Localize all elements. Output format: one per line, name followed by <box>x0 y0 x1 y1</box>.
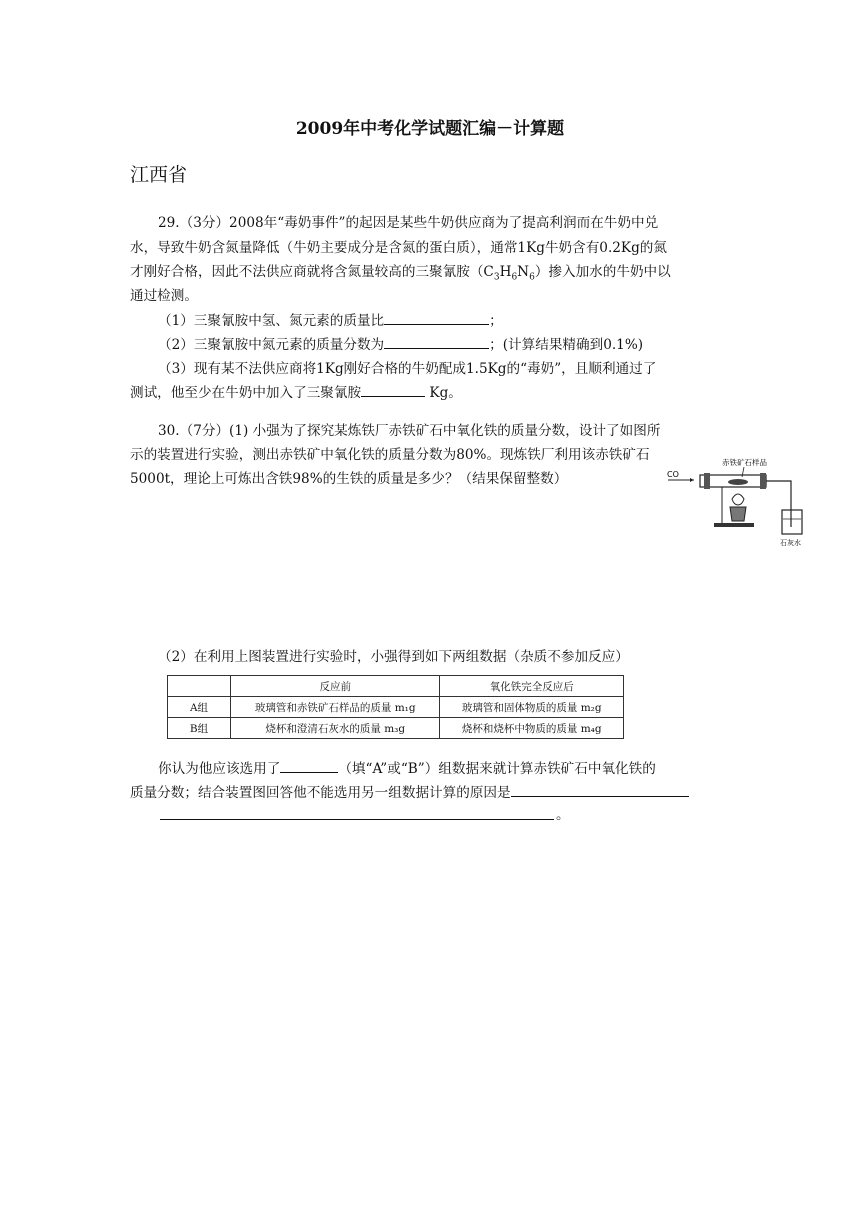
table-cell: 烧杯和烧杯中物质的质量 m₄g <box>440 718 624 739</box>
flame-icon <box>732 494 744 505</box>
q29-intro-line-1: 29.（3分）2008年“毒奶事件”的起因是某些牛奶供应商为了提高利润而在牛奶中兑 <box>158 215 659 231</box>
delivery-tube <box>766 481 791 527</box>
table-header-cell: 氧化铁完全反应后 <box>440 676 624 697</box>
table-cell: 玻璃管和赤铁矿石样品的质量 m₁g <box>231 697 440 718</box>
data-table <box>167 675 624 739</box>
q30-line-2: 示的装置进行实验，测出赤铁矿中氧化铁的质量分数为80%。现炼铁厂利用该赤铁矿石 <box>130 447 650 463</box>
answer-blank-1[interactable] <box>384 309 489 325</box>
province-heading: 江西省 <box>130 164 188 186</box>
document-title: 2009年中考化学试题汇编－计算题 <box>295 119 565 139</box>
q30-line-3: 5000t，理论上可炼出含铁98%的生铁的质量是多少？（结果保留整数） <box>130 471 568 487</box>
q29-part-3-line-1: （3）现有某不法供应商将1Kg刚好合格的牛奶配成1.5Kg的“毒奶”，且顺利通过了 <box>158 361 657 377</box>
answer-blank-4[interactable] <box>280 757 338 773</box>
q29-intro-line-4: 通过检测。 <box>130 288 198 304</box>
arrow-head-icon <box>690 478 694 482</box>
stand-base <box>714 523 754 527</box>
table-row <box>168 697 624 718</box>
q30-answer-line-1: 你认为他应该选用了 （填“A”或“B”）组数据来就计算赤铁矿石中氧化铁的 <box>130 757 730 782</box>
limewater-label: 石灰水 <box>780 539 801 547</box>
alcohol-lamp <box>730 507 746 521</box>
table-cell: 玻璃管和固体物质的质量 m₂g <box>440 697 624 718</box>
q29-intro-line-2: 水，导致牛奶含氮量降低（牛奶主要成分是含氮的蛋白质），通常1Kg牛奶含有0.2Kg的氮 <box>130 240 667 256</box>
answer-blank-5[interactable] <box>511 781 689 797</box>
answer-blank-3[interactable] <box>361 381 425 397</box>
q30-line-1: 30.（7分）(1) 小强为了探究某炼铁厂赤铁矿石中氧化铁的质量分数，设计了如图所 <box>158 423 661 439</box>
beaker <box>782 510 802 534</box>
ore-sample <box>728 479 748 485</box>
table-row <box>168 718 624 739</box>
co-label: CO <box>667 470 679 479</box>
table-cell: 烧杯和澄清石灰水的质量 m₃g <box>231 718 440 739</box>
table-cell: A组 <box>168 697 231 718</box>
answer-blank-6[interactable] <box>160 805 554 820</box>
stopper-left <box>704 473 710 489</box>
table-header-row <box>168 676 624 697</box>
stopper-right <box>760 473 766 489</box>
answer-blank-2[interactable] <box>384 333 489 349</box>
q29-part-1: （1）三聚氰胺中氢、氮元素的质量比 ； <box>158 309 758 334</box>
q29-part-2: （2）三聚氰胺中氮元素的质量分数为 ；(计算结果精确到0.1%) <box>158 333 758 358</box>
table-header-cell <box>168 676 231 697</box>
q29-intro-line-3: 才刚好合格，因此不法供应商就将含氮量较高的三聚氰胺$(C_3H_6N_6)$掺入加水的牛奶中以 <box>130 264 671 283</box>
q30-part-2-intro: （2）在利用上图装置进行实验时，小强得到如下两组数据（杂质不参加反应） <box>158 649 629 665</box>
table-header-cell: 反应前 <box>231 676 440 697</box>
q29-part-3-line-2: 测试，他至少在牛奶中加入了三聚氰胺 Kg。 <box>130 381 730 406</box>
sample-label: 赤铁矿石样品 <box>722 458 767 467</box>
q30-answer-line-2: 质量分数；结合装置图回答他不能选用另一组数据计算的原因是 <box>130 781 730 806</box>
end-mark: 。 <box>556 807 570 823</box>
apparatus-figure <box>664 455 814 550</box>
table-cell: B组 <box>168 718 231 739</box>
